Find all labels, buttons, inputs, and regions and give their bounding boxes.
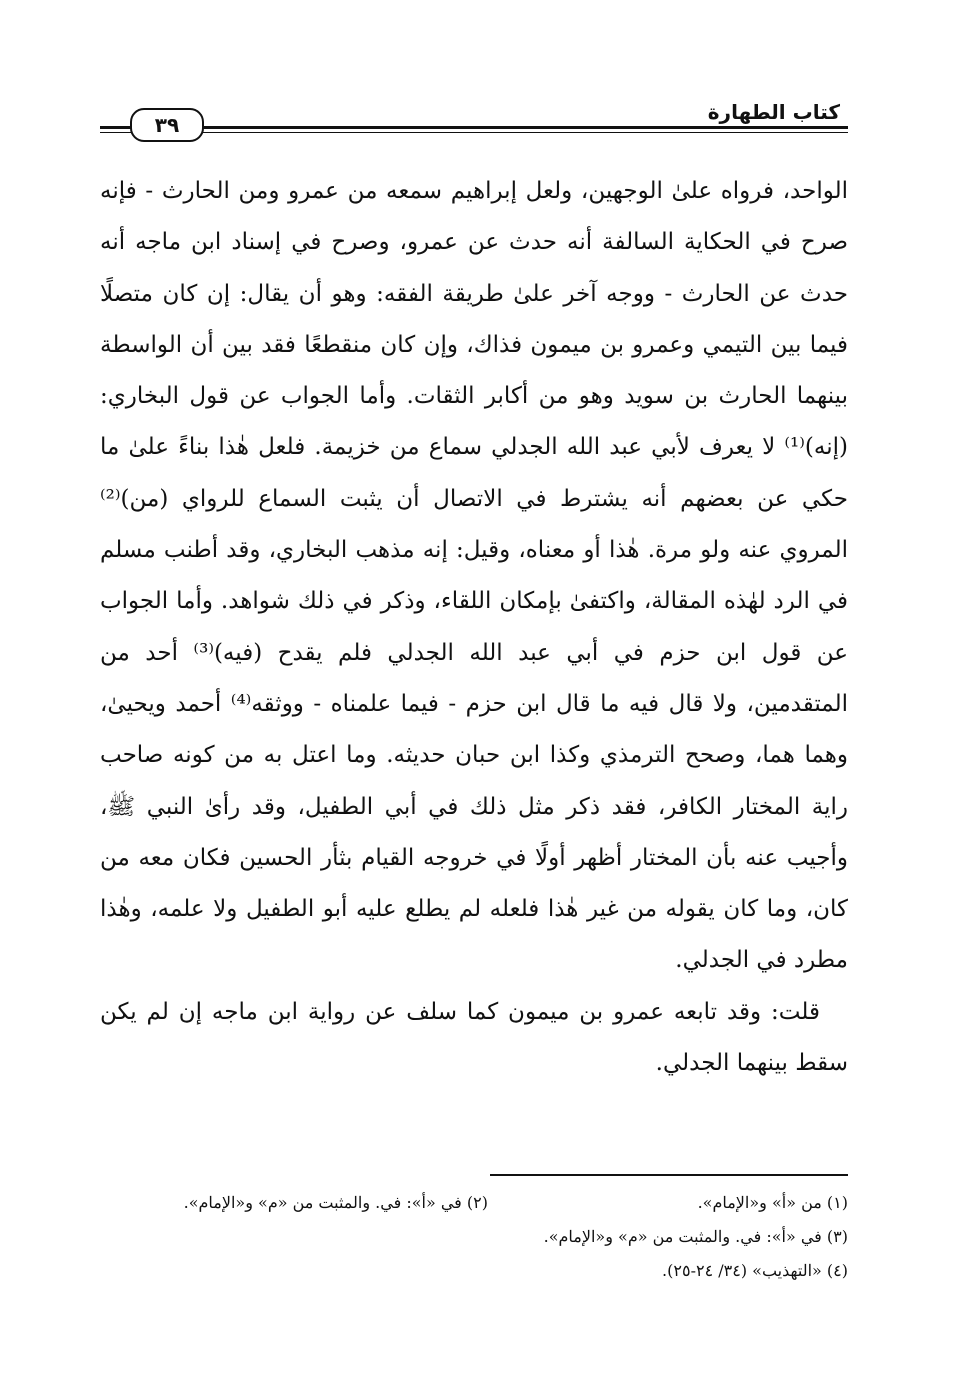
page-header — [100, 92, 848, 152]
header-rule-thin — [100, 132, 848, 133]
header-rule-thick — [100, 126, 848, 129]
footnote-separator — [490, 1174, 848, 1176]
page-number: ٣٩ — [130, 108, 204, 142]
paragraph-2: قلت: وقد تابعه عمرو بن ميمون كما سلف عن رواية ابن ماجه إن لم يكن سقط بينهما الجدلي. — [100, 998, 848, 1077]
footnote-1: (١) من «أ» و«الإمام». — [697, 1193, 848, 1212]
footnote-row-1 — [100, 1186, 848, 1220]
paragraph-1: الواحد، فرواه علىٰ الوجهين، ولعل إبراهيم سمعه من عمرو ومن الحارث - فإنه صرح في الحكاية السالفة أنه حدث عن عمرو، وصرح في إسناد ابن ماجه أنه حدث عن الحارث - ووجه آخر علىٰ طريقة الفقه: وهو أن يقال: إن كان متصلًا فيما بين التيمي وعمرو بن ميمون فذاك، وإن كان منقطعًا فقد بين أن الواسطة بينهما الحارث بن سويد وهو من أكابر الثقات. وأما الجواب عن قول البخاري: (إنه)⁽¹⁾ لا يعرف لأبي عبد الله الجدلي سماع من خزيمة. فلعل هٰذا بناءً علىٰ ما حكي عن بعضهم أنه يشترط في الاتصال أن يثبت السماع للرواي (من)⁽²⁾ المروي عنه ولو مرة. هٰذا أو معناه، وقيل: إنه مذهب البخاري، وقد أطنب مسلم في الرد لهٰذه المقالة، واكتفىٰ بإمكان اللقاء، وذكر في ذلك شواهد. وأما الجواب عن قول ابن حزم في أبي عبد الله الجدلي فلم يقدح (فيه)⁽³⁾ أحد من المتقدمين، ولا قال فيه ما قال ابن حزم - فيما علمناه - ووثقه⁽⁴⁾ أحمد ويحيىٰ، وهما هما، وصحح الترمذي وكذا ابن حبان حديثه. وما اعتل به من كونه صاحب راية المختار الكافر، فقد ذكر مثل ذلك في أبي الطفيل، وقد رأىٰ النبي ﷺ، وأجيب عنه بأن المختار أظهر أولًا في خروجه القيام بثأر الحسين فكان معه من كان، وما كان يقوله من غير هٰذا فلعله لم يطلع عليه أبو الطفيل ولا علمه، وهٰذا مطرد في الجدلي. — [100, 178, 849, 974]
footnote-4: (٤) «التهذيب» (٣٤/ ٢٤-٢٥). — [662, 1261, 848, 1280]
chapter-title: كتاب الطهارة — [707, 100, 840, 124]
footnote-2: (٢) في «أ»: في. والمثبت من «م» و«الإمام». — [183, 1193, 488, 1212]
footnote-row-3 — [100, 1254, 848, 1288]
footnote-3: (٣) في «أ»: في. والمثبت من «م» و«الإمام». — [543, 1227, 848, 1246]
footnotes — [100, 1186, 848, 1288]
footnote-row-2 — [100, 1220, 848, 1254]
main-text — [100, 166, 848, 1089]
